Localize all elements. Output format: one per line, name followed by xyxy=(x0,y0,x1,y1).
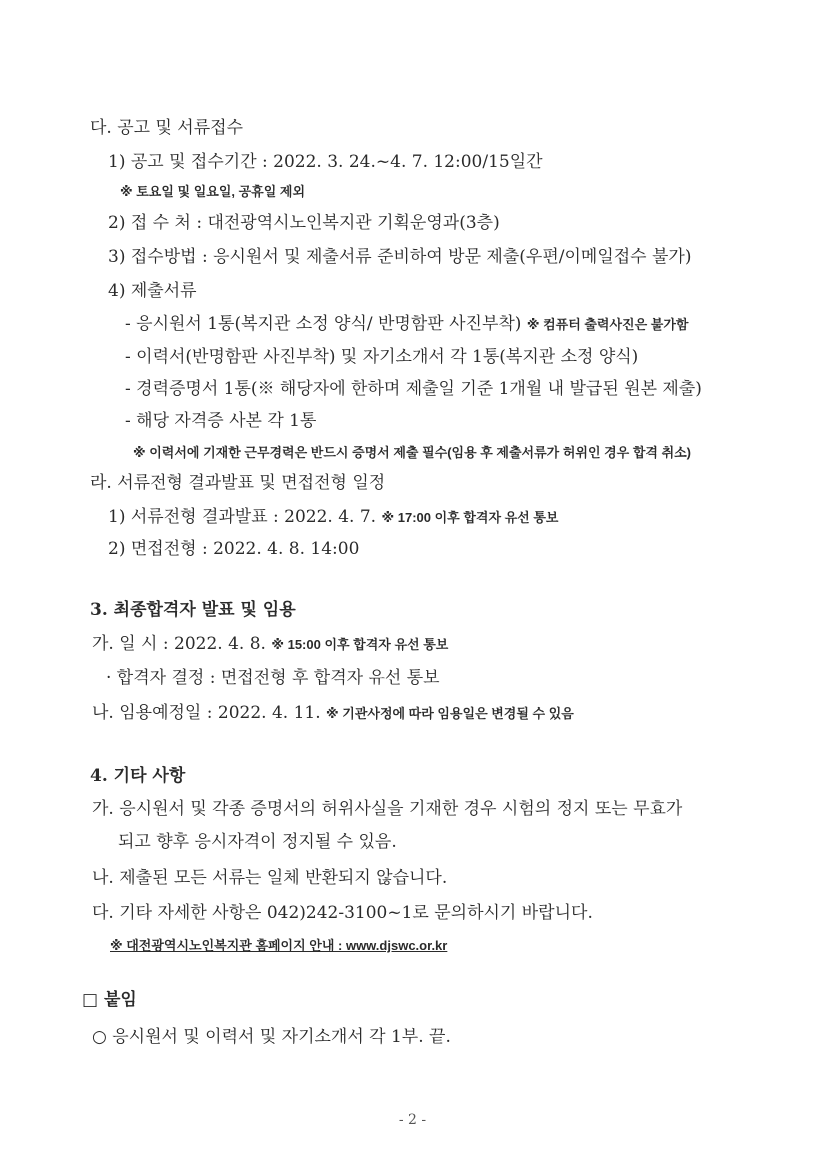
weekend-exclusion-note: ※ 토요일 및 일요일, 공휴일 제외 xyxy=(120,184,306,199)
section3-title: 3. 최종합격자 발표 및 임용 xyxy=(90,600,296,620)
section-ra-title: 라. 서류전형 결과발표 및 면접전형 일정 xyxy=(90,473,386,493)
application-period: 1) 공고 및 접수기간 : 2022. 3. 24.~4. 7. 12:00/15일간 xyxy=(108,152,543,172)
section-da-title: 다. 공고 및 서류접수 xyxy=(90,118,243,138)
interview-schedule: 2) 면접전형 : 2022. 4. 8. 14:00 xyxy=(108,539,360,559)
document-result-date: 1) 서류전형 결과발표 : 2022. 4. 7. xyxy=(108,507,377,527)
false-info-warning: 가. 응시원서 및 각종 증명서의 허위사실을 기재한 경우 시험의 정지 또는 무효가 xyxy=(92,799,683,819)
no-return-notice: 나. 제출된 모든 서류는 일체 반환되지 않습니다. xyxy=(92,868,448,888)
appointment-date xyxy=(92,702,574,725)
document-result-announcement xyxy=(108,506,558,529)
section4-title: 4. 기타 사항 xyxy=(90,766,186,786)
reception-method: 3) 접수방법 : 응시원서 및 제출서류 준비하여 방문 제출(우편/이메일접수 불가) xyxy=(108,247,692,267)
attachment-item: ○ 응시원서 및 이력서 및 자기소개서 각 1부. 끝. xyxy=(92,1027,451,1047)
document-item: - 이력서(반명함판 사진부착) 및 자기소개서 각 1통(복지관 소정 양식) xyxy=(125,347,639,367)
attachment-title: □ 붙임 xyxy=(82,990,137,1010)
homepage-link[interactable]: ※ 대전광역시노인복지관 홈페이지 안내 : www.djswc.or.kr xyxy=(110,938,448,953)
career-proof-note: ※ 이력서에 기재한 근무경력은 반드시 증명서 제출 필수(임용 후 제출서류가 허위인 경우 합격 취소) xyxy=(133,445,692,460)
reception-place: 2) 접 수 처 : 대전광역시노인복지관 기획운영과(3층) xyxy=(108,213,500,233)
appointment-date-note: ※ 기관사정에 따라 임용일은 변경될 수 있음 xyxy=(326,706,574,721)
document-item: - 경력증명서 1통(※ 해당자에 한하며 제출일 기준 1개월 내 발급된 원본 제출) xyxy=(125,379,702,399)
document-item: - 해당 자격증 사본 각 1통 xyxy=(125,411,317,431)
document-result-note: ※ 17:00 이후 합격자 유선 통보 xyxy=(381,510,559,525)
final-date-note: ※ 15:00 이후 합격자 유선 통보 xyxy=(271,637,449,652)
contact-info: 다. 기타 자세한 사항은 042)242-3100~1로 문의하시기 바랍니다. xyxy=(92,903,593,923)
pass-decision: · 합격자 결정 : 면접전형 후 합격자 유선 통보 xyxy=(106,668,440,688)
false-info-warning-cont: 되고 향후 응시자격이 정지될 수 있음. xyxy=(118,832,397,852)
final-date: 가. 일 시 : 2022. 4. 8. xyxy=(92,634,266,654)
appointment-date-text: 나. 임용예정일 : 2022. 4. 11. xyxy=(92,703,321,723)
document-item xyxy=(125,313,688,336)
final-announcement-date xyxy=(92,633,448,656)
document-text: - 응시원서 1통(복지관 소정 양식/ 반명함판 사진부착) xyxy=(125,314,522,334)
documents-heading: 4) 제출서류 xyxy=(108,281,197,301)
document-note: ※ 컴퓨터 출력사진은 불가함 xyxy=(526,317,689,332)
page-number: - 2 - xyxy=(398,1112,427,1128)
